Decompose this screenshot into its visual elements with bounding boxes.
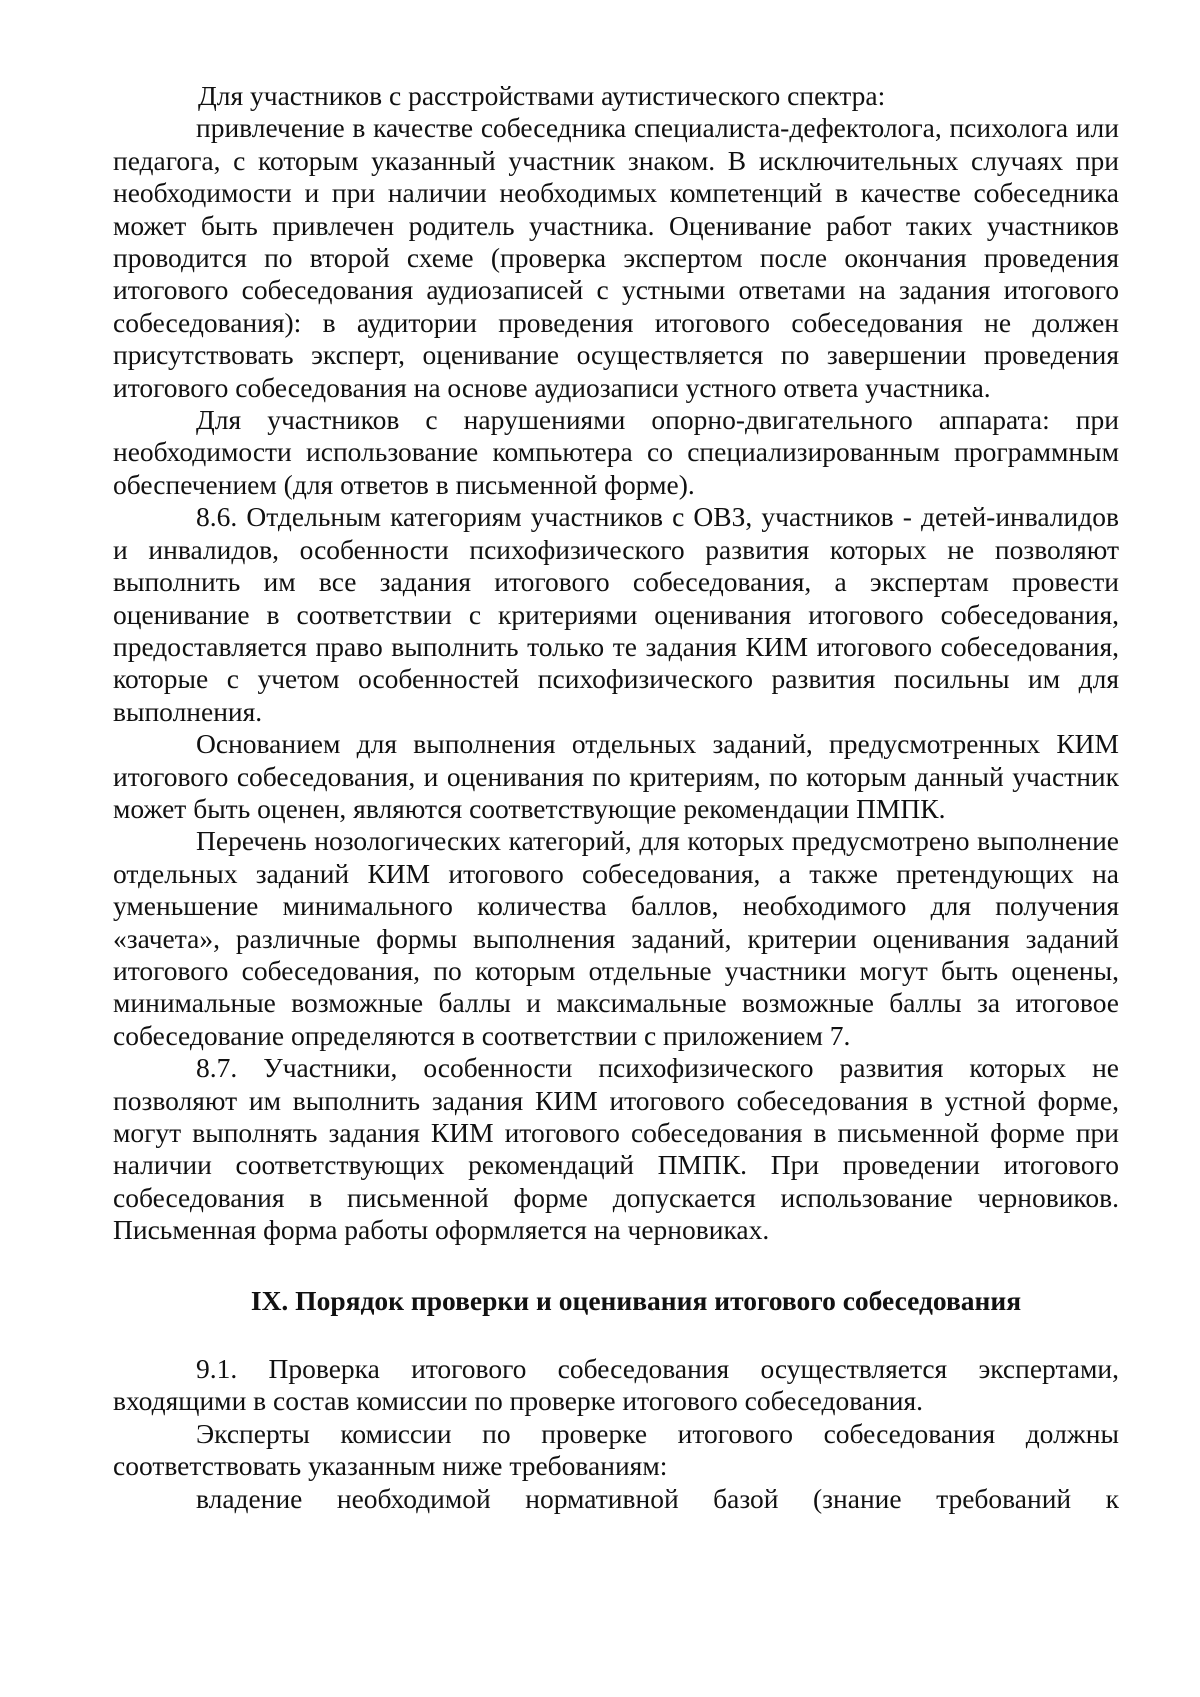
section-heading: IX. Порядок проверки и оценивания итогового собеседования bbox=[250, 1284, 1022, 1316]
paragraph-experts-requirements: Эксперты комиссии по проверке итогового собеседования должны соответствовать указанным ниже требованиям: bbox=[113, 1417, 1119, 1482]
paragraph-9-1: 9.1. Проверка итогового собеседования осуществляется экспертами, входящими в состав комиссии по проверке итогового собеседования. bbox=[113, 1353, 1119, 1417]
paragraph-autism-heading: Для участников с расстройствами аутистического спектра: bbox=[198, 80, 886, 111]
paragraph-8-7: 8.7. Участники, особенности психофизического развития которых не позволяют им выполнить задания КИМ итогового собеседования в устной форме, могут выполнять задания КИМ итогового собеседования в письменной форме при наличии соответствующих рекомендаций ПМПК. При проведении итогового собеседования в письменной форме допускается использование черновиков. Письменная форма работы оформляется на черновиках. bbox=[113, 1052, 1119, 1246]
document-body bbox=[113, 80, 1119, 1515]
paragraph-categories-list: Перечень нозологических категорий, для которых предусмотрено выполнение отдельных заданий КИМ итогового собеседования, а также претендующих на уменьшение минимального количества баллов, необходимого для получения «зачета», различные формы выполнения заданий, критерии оценивания заданий итогового собеседования, по которым отдельные участники могут быть оценены, минимальные возможные баллы и максимальные возможные баллы за итоговое собеседование определяются в соответствии с приложением 7. bbox=[113, 825, 1119, 1051]
paragraph-basis: Основанием для выполнения отдельных заданий, предусмотренных КИМ итогового собеседования, и оценивания по критериям, по которым данный участник может быть оценен, являются соответствующие рекомендации ПМПК. bbox=[113, 728, 1119, 824]
paragraph-8-6: 8.6. Отдельным категориям участников с ОВЗ, участников - детей-инвалидов и инвалидов, особенности психофизического развития которых не позволяют выполнить им все задания итогового собеседования, а экспертам провести оценивание в соответствии с критериями оценивания итогового собеседования, предоставляется право выполнить только те задания КИМ итогового собеседования, которые с учетом особенностей психофизического развития посильны им для выполнения. bbox=[113, 501, 1119, 727]
paragraph-autism-details: привлечение в качестве собеседника специалиста-дефектолога, психолога или педагога, с которым указанный участник знаком. В исключительных случаях при необходимости и при наличии необходимых компетенций в качестве собеседника может быть привлечен родитель участника. Оценивание работ таких участников проводится по второй схеме (проверка экспертом после окончания проведения итогового собеседования аудиозаписей с устными ответами на задания итогового собеседования): в аудитории проведения итогового собеседования не должен присутствовать эксперт, оценивание осуществляется по завершении проведения итогового собеседования на основе аудиозаписи устного ответа участника. bbox=[113, 112, 1119, 403]
paragraph-musculoskeletal: Для участников с нарушениями опорно-двигательного аппарата: при необходимости использование компьютера со специализированным программным обеспечением (для ответов в письменной форме). bbox=[113, 404, 1119, 500]
paragraph-requirement-item: владение необходимой нормативной базой (знание требований к bbox=[196, 1482, 1119, 1514]
